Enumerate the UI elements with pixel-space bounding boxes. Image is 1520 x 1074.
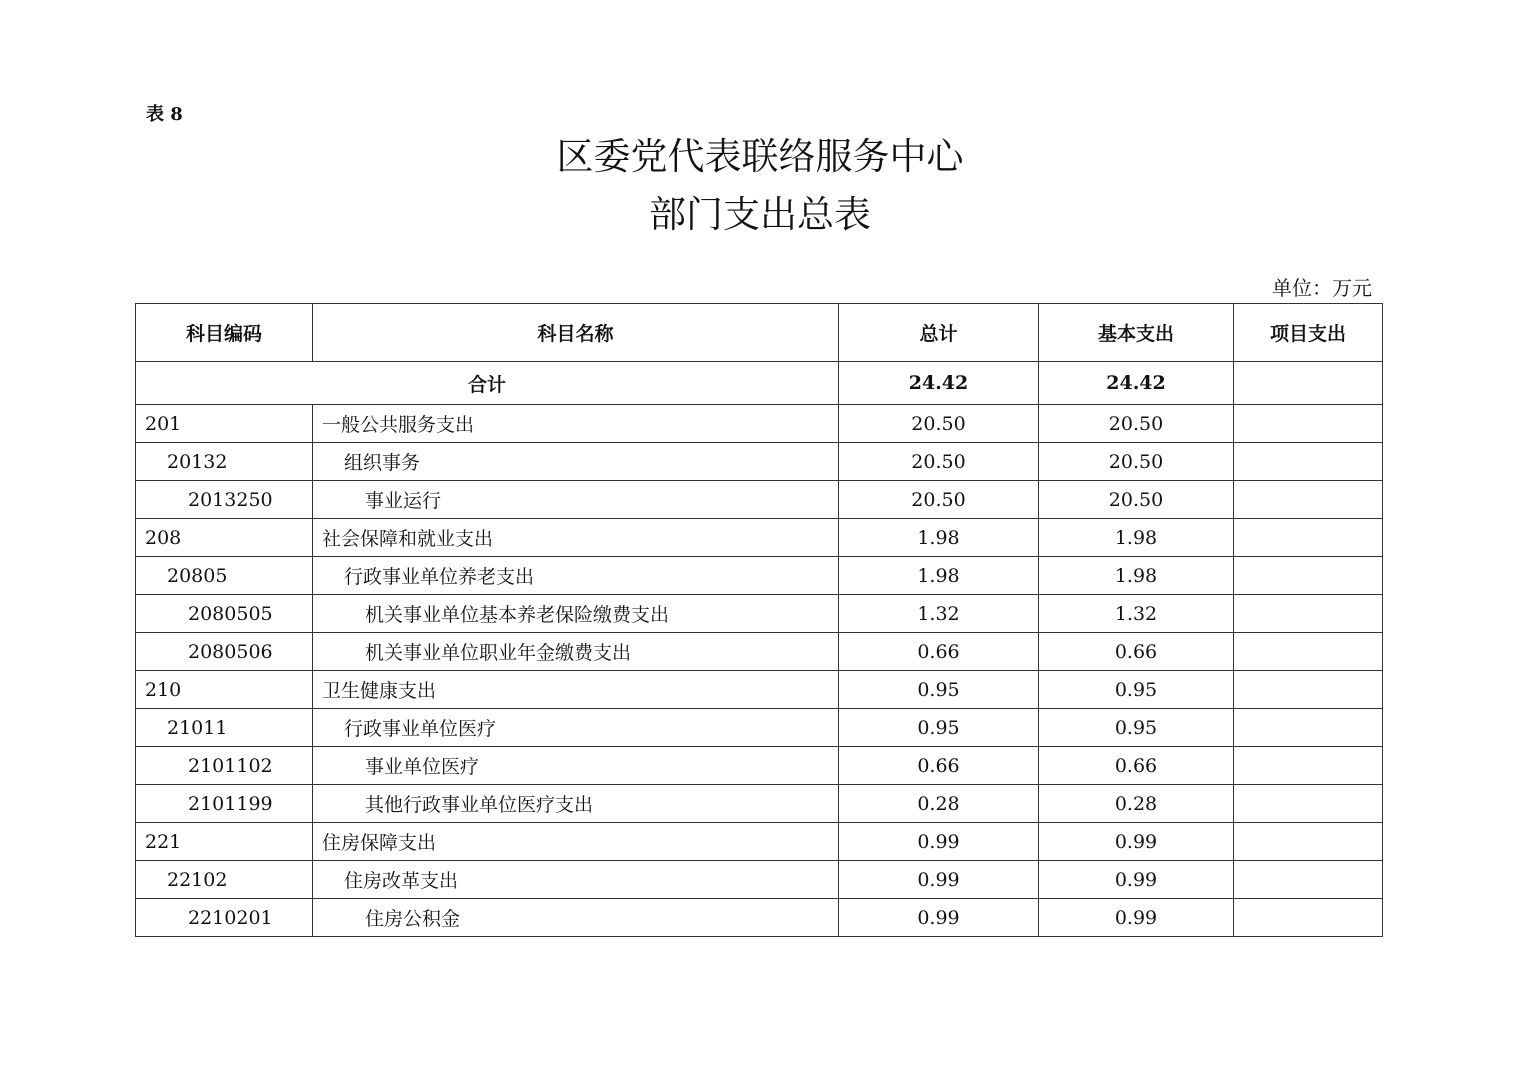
expenditure-table: [135, 303, 1383, 937]
cell-total: 0.99: [839, 823, 1039, 861]
table-row: [136, 405, 1383, 443]
total-sum: 24.42: [839, 362, 1039, 405]
cell-basic: 0.66: [1039, 633, 1234, 671]
cell-project: [1234, 899, 1383, 937]
header-name: 科目名称: [313, 304, 839, 362]
cell-total: 1.98: [839, 519, 1039, 557]
table-row: [136, 519, 1383, 557]
cell-name: 卫生健康支出: [313, 671, 839, 709]
cell-code: 2101199: [136, 785, 313, 823]
cell-total: 1.32: [839, 595, 1039, 633]
cell-basic: 1.32: [1039, 595, 1234, 633]
cell-project: [1234, 557, 1383, 595]
cell-name: 组织事务: [313, 443, 839, 481]
table-row: [136, 747, 1383, 785]
cell-code: 20805: [136, 557, 313, 595]
cell-code: 2101102: [136, 747, 313, 785]
cell-name: 机关事业单位基本养老保险缴费支出: [313, 595, 839, 633]
cell-project: [1234, 519, 1383, 557]
cell-project: [1234, 785, 1383, 823]
table-row: [136, 595, 1383, 633]
cell-project: [1234, 861, 1383, 899]
cell-project: [1234, 633, 1383, 671]
cell-total: 1.98: [839, 557, 1039, 595]
cell-basic: 0.95: [1039, 671, 1234, 709]
cell-total: 0.66: [839, 633, 1039, 671]
cell-name: 行政事业单位养老支出: [313, 557, 839, 595]
table-row: [136, 823, 1383, 861]
cell-total: 20.50: [839, 481, 1039, 519]
total-label: 合计: [136, 362, 839, 405]
cell-name: 一般公共服务支出: [313, 405, 839, 443]
cell-project: [1234, 823, 1383, 861]
header-total: 总计: [839, 304, 1039, 362]
cell-basic: 1.98: [1039, 519, 1234, 557]
cell-total: 0.95: [839, 671, 1039, 709]
cell-total: 0.95: [839, 709, 1039, 747]
cell-total: 0.99: [839, 861, 1039, 899]
table-row: [136, 861, 1383, 899]
cell-code: 210: [136, 671, 313, 709]
cell-name: 事业运行: [313, 481, 839, 519]
document-subtitle: 部门支出总表: [649, 193, 871, 236]
cell-project: [1234, 595, 1383, 633]
cell-basic: 0.99: [1039, 899, 1234, 937]
header-basic: 基本支出: [1039, 304, 1234, 362]
cell-total: 0.66: [839, 747, 1039, 785]
cell-code: 22102: [136, 861, 313, 899]
cell-code: 2080505: [136, 595, 313, 633]
header-project: 项目支出: [1234, 304, 1383, 362]
cell-code: 2013250: [136, 481, 313, 519]
cell-code: 221: [136, 823, 313, 861]
unit-label: 单位：万元: [1272, 276, 1372, 300]
cell-basic: 0.99: [1039, 823, 1234, 861]
cell-name: 机关事业单位职业年金缴费支出: [313, 633, 839, 671]
cell-code: 2080506: [136, 633, 313, 671]
cell-project: [1234, 443, 1383, 481]
cell-code: 201: [136, 405, 313, 443]
cell-basic: 20.50: [1039, 443, 1234, 481]
cell-basic: 1.98: [1039, 557, 1234, 595]
cell-total: 20.50: [839, 443, 1039, 481]
document-title: 区委党代表联络服务中心: [556, 135, 964, 178]
cell-name: 行政事业单位医疗: [313, 709, 839, 747]
cell-code: 20132: [136, 443, 313, 481]
cell-name: 住房改革支出: [313, 861, 839, 899]
total-basic: 24.42: [1039, 362, 1234, 405]
cell-basic: 20.50: [1039, 481, 1234, 519]
table-row: [136, 709, 1383, 747]
table-row: [136, 557, 1383, 595]
cell-total: 0.99: [839, 899, 1039, 937]
table-row: [136, 785, 1383, 823]
cell-basic: 0.66: [1039, 747, 1234, 785]
table-row: [136, 443, 1383, 481]
cell-project: [1234, 405, 1383, 443]
cell-name: 住房保障支出: [313, 823, 839, 861]
table-row: [136, 481, 1383, 519]
cell-name: 事业单位医疗: [313, 747, 839, 785]
cell-name: 社会保障和就业支出: [313, 519, 839, 557]
header-code: 科目编码: [136, 304, 313, 362]
cell-code: 208: [136, 519, 313, 557]
cell-project: [1234, 481, 1383, 519]
table-number-label: 表 8: [146, 104, 183, 125]
cell-total: 20.50: [839, 405, 1039, 443]
cell-code: 2210201: [136, 899, 313, 937]
cell-total: 0.28: [839, 785, 1039, 823]
cell-project: [1234, 747, 1383, 785]
cell-code: 21011: [136, 709, 313, 747]
cell-basic: 0.28: [1039, 785, 1234, 823]
table-row: [136, 633, 1383, 671]
cell-project: [1234, 671, 1383, 709]
cell-basic: 0.95: [1039, 709, 1234, 747]
table-row: [136, 899, 1383, 937]
cell-basic: 0.99: [1039, 861, 1234, 899]
cell-name: 住房公积金: [313, 899, 839, 937]
table-row: [136, 671, 1383, 709]
total-project: [1234, 362, 1383, 405]
cell-basic: 20.50: [1039, 405, 1234, 443]
total-row: [136, 362, 1383, 405]
cell-name: 其他行政事业单位医疗支出: [313, 785, 839, 823]
header-row: [136, 304, 1383, 362]
cell-project: [1234, 709, 1383, 747]
